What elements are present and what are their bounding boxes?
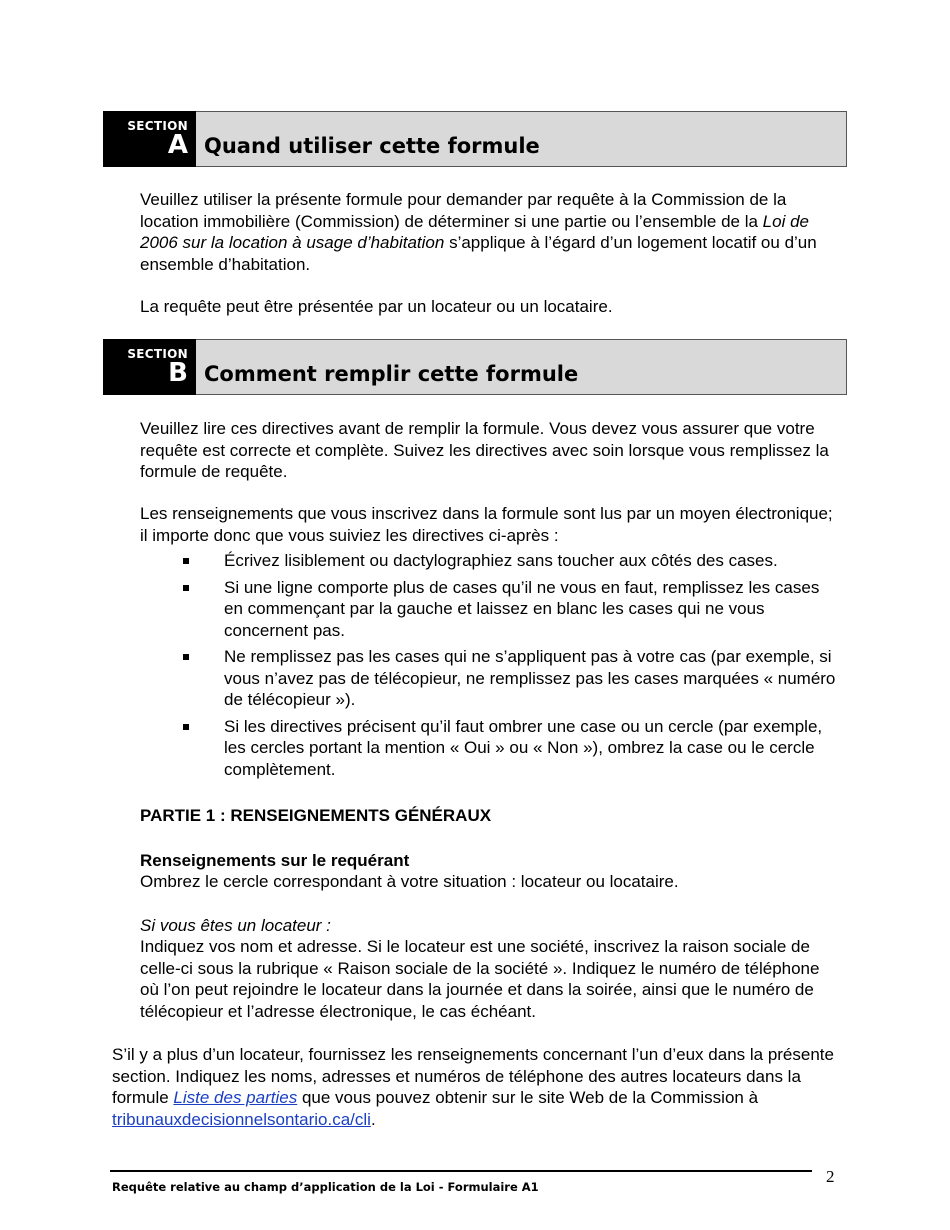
section-a-letter: A xyxy=(167,130,188,160)
act-title: Loi de 2006 sur la location à usage d’habitation xyxy=(140,211,809,252)
footer-rule xyxy=(110,1170,812,1172)
section-a-paragraph-2: La requête peut être présentée par un locateur ou un locataire. xyxy=(140,297,613,316)
section-a-tag xyxy=(103,111,196,167)
section-a-header xyxy=(103,111,847,167)
list-item-text: Si une ligne comporte plus de cases qu’il ne vous en faut, remplissez les cases en commençant par la gauche et laissez en blanc les cases qui ne vous concernent pas. xyxy=(224,577,820,640)
section-b-title: Comment remplir cette formule xyxy=(204,362,579,386)
section-b-tag xyxy=(103,339,196,395)
page-number: 2 xyxy=(826,1167,835,1186)
multi-text-3: . xyxy=(370,1109,376,1129)
directives-list xyxy=(140,550,840,785)
locateur-text: Indiquez vos nom et adresse. Si le locateur est une société, inscrivez la raison sociale de celle-ci sous la rubrique « Raison sociale de la société ». Indiquez le numéro de téléphone où l’on peut rejoindre le locateur dans la journée et dans la soirée, ainsi que le numéro de télécopieur et l’adresse électronique, le cas échéant. xyxy=(140,937,820,1021)
section-b-letter: B xyxy=(168,358,188,388)
list-item-text: Si les directives précisent qu’il faut ombrer une case ou un cercle (par exemple, les cercles portant la mention « Oui » ou « Non »), ombrez la case ou le cercle complètement. xyxy=(224,716,823,779)
bullet-square-icon xyxy=(183,724,189,730)
section-b-word: SECTION xyxy=(127,347,188,361)
footer-form-title: Requête relative au champ d’application de la Loi - Formulaire A1 xyxy=(112,1180,539,1194)
list-item xyxy=(140,646,840,711)
section-a-paragraph-1 xyxy=(140,189,840,275)
section-a-p1-text: Veuillez utiliser la présente formule pour demander par requête à la Commission de la location immobilière (Commission) de déterminer si une partie ou l’ensemble de la xyxy=(140,190,787,231)
list-item xyxy=(140,716,840,781)
section-b-header xyxy=(103,339,847,395)
requerant-text: Ombrez le cercle correspondant à votre situation : locateur ou locataire. xyxy=(140,872,679,891)
bullet-square-icon xyxy=(183,585,189,591)
list-item xyxy=(140,550,840,572)
section-b-paragraph-2: Les renseignements que vous inscrivez dans la formule sont lus par un moyen électronique; il importe donc que vous suiviez les directives ci-après : xyxy=(140,504,833,545)
bullet-square-icon xyxy=(183,654,189,660)
tribunal-website-link[interactable]: tribunauxdecisionnelsontario.ca/cli xyxy=(112,1109,371,1129)
section-a-word: SECTION xyxy=(127,119,188,133)
requerant-heading: Renseignements sur le requérant xyxy=(140,851,410,870)
section-a-title: Quand utiliser cette formule xyxy=(204,134,540,158)
liste-des-parties-link[interactable]: Liste des parties xyxy=(173,1088,298,1107)
section-b-paragraph-1: Veuillez lire ces directives avant de remplir la formule. Vous devez vous assurer que votre requête est correcte et complète. Suivez les directives avec soin lorsque vous remplissez la formule de requête. xyxy=(140,419,829,481)
multi-text-2: que vous pouvez obtenir sur le site Web de la Commission à xyxy=(297,1088,759,1107)
list-item xyxy=(140,577,840,642)
multi-text-1: S’il y a plus d’un locateur, fournissez les renseignements concernant l’un d’eux dans la présente section. Indiquez les noms, adresses et numéros de téléphone des autres locateurs dans la formule xyxy=(112,1045,834,1107)
bullet-square-icon xyxy=(183,558,189,564)
list-item-text: Écrivez lisiblement ou dactylographiez sans toucher aux côtés des cases. xyxy=(224,551,778,570)
section-a-p1-text-end: s’applique à l’égard d’un logement locatif ou d’un ensemble d’habitation. xyxy=(140,233,817,274)
multiple-landlords-paragraph xyxy=(112,1044,842,1130)
list-item-text: Ne remplissez pas les cases qui ne s’appliquent pas à votre cas (par exemple, si vous n’avez pas de télécopieur, ne remplissez pas les cases marquées « numéro de télécopieur »). xyxy=(224,647,836,709)
locateur-heading: Si vous êtes un locateur : xyxy=(140,916,331,935)
partie-1-heading: PARTIE 1 : RENSEIGNEMENTS GÉNÉRAUX xyxy=(140,806,492,825)
